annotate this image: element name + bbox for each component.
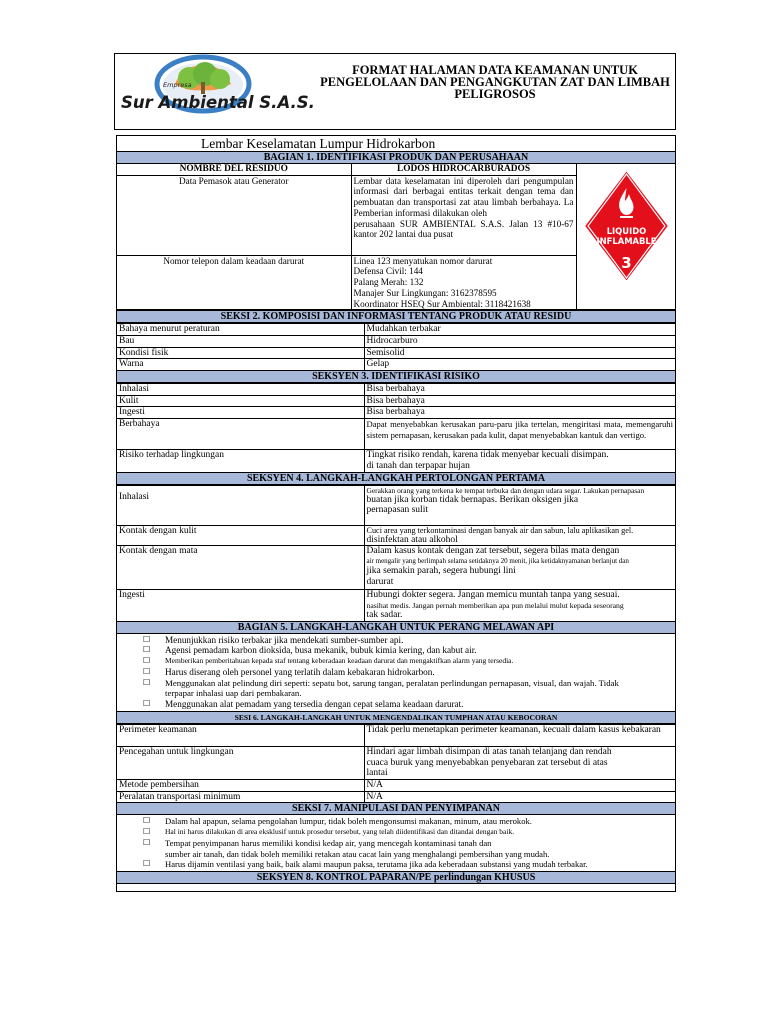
section-2-title: SEKSI 2. KOMPOSISI DAN INFORMASI TENTANG PRODUK ATAU RESIDU xyxy=(117,310,675,323)
row-label: Ingesti xyxy=(117,407,364,419)
section-7-list xyxy=(117,815,675,872)
row-label: Kulit xyxy=(117,395,364,407)
supplier-data-value xyxy=(351,175,576,255)
list-item-line1: Menggunakan alat pelindung diri seperti: sepatu bot, sarung tangan, peralatan perlindungan pernapasan, visual, dan wajah. Tidak xyxy=(165,677,619,688)
env-risk-line1: Tingkat risiko rendah, karena tidak menyebar kecuali disimpan. xyxy=(366,450,609,461)
section-8-title: SEKSYEN 8. KONTROL PAPARAN/PE perlindungan KHUSUS xyxy=(117,872,675,884)
safety-sheet xyxy=(116,135,676,892)
env-precaution-value xyxy=(364,746,675,779)
table-row xyxy=(117,395,675,407)
section-5-list xyxy=(117,634,675,712)
emergency-phone-line5: Koordinator HSEQ Sur Ambiental: 3118421638 xyxy=(353,298,531,309)
env-precaution-label: Pencegahan untuk lingkungan xyxy=(117,746,364,779)
row-value: Bisa berbahaya xyxy=(364,384,675,396)
emergency-phone-line2: Defensa Civil: 144 xyxy=(353,266,423,277)
diamond-line1: LIQUIDO xyxy=(606,226,646,236)
col-header-right: LODOS HIDROCARBURADOS xyxy=(351,164,576,175)
flammable-liquid-diamond xyxy=(577,164,676,297)
list-item: ☐ Menggunakan alat pemadam yang tersedia dengan cepat selama keadaan darurat. xyxy=(117,699,671,710)
sur-ambiental-logo xyxy=(117,54,315,129)
table-row xyxy=(117,384,675,396)
first-aid-ingestion-label: Ingesti xyxy=(117,590,364,621)
hazard-label: Berbahaya xyxy=(117,419,364,450)
first-aid-ingestion-value xyxy=(364,590,675,621)
list-item xyxy=(117,838,671,860)
safety-perimeter-value: Tidak perlu menetapkan perimeter keamanan, kecuali dalam kasus kebakaran xyxy=(364,724,675,746)
section-6-title: SESI 6. LANGKAH-LANGKAH UNTUK MENGENDALIKAN TUMPHAN ATAU KEBOCORAN xyxy=(117,712,675,724)
row-value: Bisa berbahaya xyxy=(364,395,675,407)
first-aid-skin-value xyxy=(364,525,675,546)
list-item: ☐ Agensi pemadam karbon dioksida, busa mekanik, bubuk kimia kering, dan kabut air. xyxy=(117,645,671,656)
section-2-table xyxy=(117,323,675,371)
diamond-class-number: 3 xyxy=(620,254,632,272)
env-risk-value xyxy=(364,450,675,472)
row-value: Semisolid xyxy=(364,347,675,359)
emergency-phone-line4: Manajer Sur Lingkungan: 3162378595 xyxy=(353,287,497,298)
table-row xyxy=(117,525,675,546)
list-item: ☐ Memberikan pemberitahuan kepada staf tentang keberadaan keadaan darurat dan mengaktifkan alarm yang tersedia. xyxy=(117,656,671,667)
supplier-data-line2: perusahaan SUR AMBIENTAL S.A.S. Jalan 13 #10-67 kantor 202 lantai dua pusat xyxy=(353,218,574,240)
list-item: ☐ Dalam hal apapun, selama pengolahan lumpur, tidak boleh mengonsumsi makanan, minum, atau merokok. xyxy=(117,816,671,827)
section-5-title: BAGIAN 5. LANGKAH-LANGKAH UNTUK PERANG MELAWAN API xyxy=(117,622,675,634)
transport-equipment-label: Peralatan transportasi minimum xyxy=(117,791,364,803)
row-label: Warna xyxy=(117,359,364,371)
document-title: Lembar Keselamatan Lumpur Hidrokarbon xyxy=(117,136,675,152)
emergency-phone-value xyxy=(351,255,576,310)
table-row xyxy=(117,746,675,779)
table-row xyxy=(117,780,675,792)
section-4-table xyxy=(117,485,675,622)
table-row xyxy=(117,407,675,419)
section-7-title: SEKSI 7. MANIPULASI DAN PENYIMPANAN xyxy=(117,803,675,815)
diamond-line2: INFLAMABLE xyxy=(596,236,656,246)
transport-equipment-value: N/A xyxy=(364,791,675,803)
env-precaution-line2: cuaca buruk yang menyebabkan penyebaran zat tersebut di atas xyxy=(366,757,608,768)
list-item-line2: terpapar inhalasi uap dari pembakaran. xyxy=(165,688,302,699)
row-label: Kondisi fisik xyxy=(117,347,364,359)
first-aid-inhalation-line2: buatan jika korban tidak bernapas. Berikan oksigen jika xyxy=(366,494,579,505)
list-item: ☐ Hal ini harus dilakukan di area eksklusif untuk prosedur tersebut, yang telah diidentifikasi dan ditandai dengan baik. xyxy=(117,827,671,838)
table-row xyxy=(117,546,675,590)
table-row xyxy=(117,335,675,347)
supplier-data-label: Data Pemasok atau Generator xyxy=(117,175,351,255)
document-header xyxy=(114,53,676,130)
first-aid-inhalation-value xyxy=(364,485,675,525)
section-1-table xyxy=(117,164,675,310)
env-risk-line2: di tanah dan terpapar hujan xyxy=(366,460,470,471)
logo-small-text: Empresa xyxy=(163,81,192,89)
table-row xyxy=(117,347,675,359)
first-aid-skin-line1: Cuci area yang terkontaminasi dengan banyak air dan sabun, lalu aplikasikan gel. xyxy=(366,525,634,535)
emergency-phone-line1: Linea 123 menyatukan nomor darurat xyxy=(353,255,493,266)
first-aid-skin-line2: disinfektan atau alkohol xyxy=(366,534,458,545)
row-value: Hidrocarburo xyxy=(364,335,675,347)
section-1-title: BAGIAN 1. IDENTIFIKASI PRODUK DAN PERUSAHAAN xyxy=(117,152,675,164)
table-row xyxy=(117,485,675,525)
first-aid-ingestion-line2: nasihat medis. Jangan pernah memberikan apa pun melalui mulut kepada seseorang xyxy=(366,600,624,610)
first-aid-eyes-label: Kontak dengan mata xyxy=(117,546,364,590)
section-6-table xyxy=(117,724,675,804)
first-aid-ingestion-line3: tak sadar. xyxy=(366,609,403,620)
table-row xyxy=(117,724,675,746)
cleanup-method-label: Metode pembersihan xyxy=(117,780,364,792)
row-value: Bisa berbahaya xyxy=(364,407,675,419)
first-aid-eyes-value xyxy=(364,546,675,590)
row-label: Bahaya menurut peraturan xyxy=(117,324,364,336)
first-aid-eyes-line4: darurat xyxy=(366,576,394,587)
table-row xyxy=(117,450,675,472)
list-item: ☐ Harus diserang oleh personel yang terlatih dalam kebakaran hidrokarbon. xyxy=(117,667,671,678)
list-item xyxy=(117,678,671,700)
emergency-phone-label: Nomor telepon dalam keadaan darurat xyxy=(117,255,351,310)
list-item: ☐ Harus dijamin ventilasi yang baik, baik alami maupun paksa, terutama jika ada keberadaan substansi yang mudah terbakar. xyxy=(117,859,671,870)
supplier-data-line1: Lembar data keselamatan ini diperoleh dari pengumpulan informasi dari berbagai entitas terkait dengan tema dan pembuatan dan transportasi zat atau limbah berbahaya. La Pemberian informasi dilakukan oleh xyxy=(353,175,574,218)
first-aid-skin-label: Kontak dengan kulit xyxy=(117,525,364,546)
table-row xyxy=(117,791,675,803)
cleanup-method-value: N/A xyxy=(364,780,675,792)
header-title-line2: PENGELOLAAN DAN PENGANGKUTAN ZAT DAN LIMBAH xyxy=(320,75,670,89)
first-aid-inhalation-line1: Gerakkan orang yang terkena ke tempat terbuka dan dengan udara segar. Lakukan pernapasan xyxy=(366,485,645,495)
env-precaution-line1: Hindari agar limbah disimpan di atas tanah telanjang dan rendah xyxy=(366,746,612,757)
first-aid-inhalation-line3: pernapasan sulit xyxy=(366,505,428,516)
list-item: ☐ Menunjukkan risiko terbakar jika mendekati sumber-sumber api. xyxy=(117,635,671,646)
list-item-line1: Tempat penyimpanan harus memiliki kondisi kedap air, yang mencegah kontaminasi tanah dan xyxy=(165,837,492,848)
header-title xyxy=(320,64,670,100)
first-aid-ingestion-line1: Hubungi dokter segera. Jangan memicu muntah tanpa yang sesuai. xyxy=(366,590,620,601)
table-row xyxy=(117,590,675,621)
logo-main-text: Sur Ambiental S.A.S. xyxy=(121,93,315,112)
table-row xyxy=(117,419,675,450)
section-3-table xyxy=(117,383,675,473)
section-4-title: SEKSYEN 4. LANGKAH-LANGKAH PERTOLONGAN PERTAMA xyxy=(117,473,675,485)
hazard-value: Dapat menyebabkan kerusakan paru-paru jika tertelan, mengiritasi mata, memengaruhi sistem pernapasan, kerusakan pada kulit, dapat menyebabkan kantuk dan vertigo. xyxy=(364,419,675,450)
header-title-line1: FORMAT HALAMAN DATA KEAMANAN UNTUK xyxy=(352,63,638,77)
header-title-line3: PELIGROSOS xyxy=(454,87,536,101)
row-value: Mudahkan terbakar xyxy=(364,324,675,336)
env-risk-label: Risiko terhadap lingkungan xyxy=(117,450,364,472)
first-aid-eyes-line1: Dalam kasus kontak dengan zat tersebut, segera bilas mata dengan xyxy=(366,546,620,557)
emergency-phone-line3: Palang Merah: 132 xyxy=(353,277,424,288)
list-item-line2: sumber air tanah, dan tidak boleh memiliki retakan atau cacat lain yang menghalangi pembersihan yang mudah. xyxy=(165,848,550,859)
env-precaution-line3: lantai xyxy=(366,768,388,779)
section-3-title: SEKSYEN 3. IDENTIFIKASI RISIKO xyxy=(117,371,675,383)
row-label: Bau xyxy=(117,335,364,347)
hazard-diamond-cell xyxy=(576,164,675,310)
safety-perimeter-label: Perimeter keamanan xyxy=(117,724,364,746)
table-row xyxy=(117,359,675,371)
first-aid-inhalation-label: Inhalasi xyxy=(117,485,364,525)
col-header-left: NOMBRE DEL RESIDUO xyxy=(117,164,351,175)
table-row xyxy=(117,324,675,336)
first-aid-eyes-line3: jika semakin parah, segera hubungi lini xyxy=(366,565,516,576)
row-label: Inhalasi xyxy=(117,384,364,396)
row-value: Gelap xyxy=(364,359,675,371)
first-aid-eyes-line2: air mengalir yang berlimpah selama setidaknya 20 menit, jika ketidaknyamanan berlanjut dan xyxy=(366,556,629,565)
